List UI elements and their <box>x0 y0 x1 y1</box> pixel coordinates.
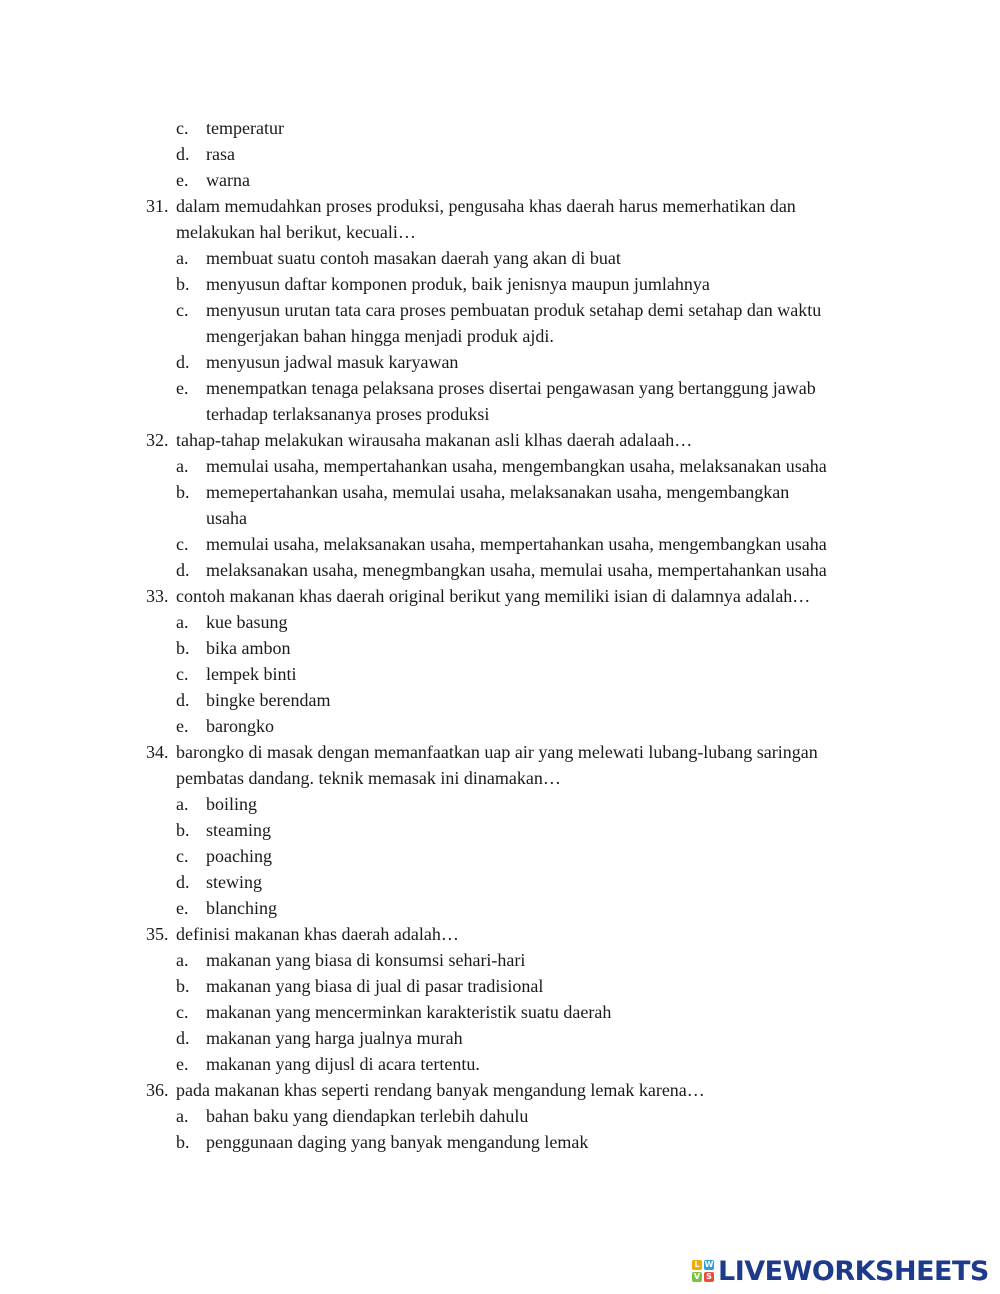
option-text: melaksanakan usaha, menegmbangkan usaha, memulai usaha, mempertahankan usaha <box>206 560 827 580</box>
option-letter: a. <box>176 612 189 632</box>
logo-square: W <box>704 1260 714 1269</box>
answer-option <box>0 375 1000 401</box>
option-letter: e. <box>176 170 189 190</box>
option-text: bingke berendam <box>206 690 331 710</box>
logo-square: V <box>693 1272 701 1281</box>
option-letter: b. <box>176 976 190 996</box>
option-letter: b. <box>176 482 190 502</box>
question-text: melakukan hal berikut, kecuali… <box>176 222 416 242</box>
option-text: makanan yang harga jualnya murah <box>206 1028 463 1048</box>
answer-option <box>0 1129 1000 1155</box>
option-text: lempek binti <box>206 664 297 684</box>
answer-option <box>0 557 1000 583</box>
option-text: penggunaan daging yang banyak mengandung lemak <box>206 1132 589 1152</box>
answer-option <box>0 973 1000 999</box>
answer-option <box>0 453 1000 479</box>
answer-option <box>0 661 1000 687</box>
option-text: makanan yang dijusl di acara tertentu. <box>206 1054 480 1074</box>
liveworksheets-logo <box>692 1254 992 1288</box>
option-text: kue basung <box>206 612 288 632</box>
option-letter: c. <box>176 1002 189 1022</box>
option-text: bika ambon <box>206 638 291 658</box>
option-letter: c. <box>176 534 189 554</box>
option-letter: d. <box>176 144 190 164</box>
option-letter: c. <box>176 846 189 866</box>
question-number: 36. <box>146 1080 169 1100</box>
answer-option <box>0 1103 1000 1129</box>
option-text: poaching <box>206 846 272 866</box>
option-letter: e. <box>176 898 189 918</box>
answer-option-continuation <box>0 505 1000 531</box>
question <box>0 583 1000 609</box>
answer-option <box>0 531 1000 557</box>
question <box>0 921 1000 947</box>
answer-option <box>0 167 1000 193</box>
question-text: barongko di masak dengan memanfaatkan uap air yang melewati lubang-lubang saringan <box>176 742 818 762</box>
answer-option <box>0 947 1000 973</box>
option-letter: e. <box>176 378 189 398</box>
option-text: menyusun jadwal masuk karyawan <box>206 352 459 372</box>
answer-option <box>0 895 1000 921</box>
option-letter: b. <box>176 274 190 294</box>
answer-option-continuation <box>0 323 1000 349</box>
option-text: rasa <box>206 144 235 164</box>
answer-option <box>0 635 1000 661</box>
logo-square: S <box>704 1272 714 1282</box>
option-text: temperatur <box>206 118 284 138</box>
answer-option <box>0 115 1000 141</box>
option-text: blanching <box>206 898 277 918</box>
option-text: membuat suatu contoh masakan daerah yang akan di buat <box>206 248 621 268</box>
answer-option <box>0 349 1000 375</box>
question-number: 32. <box>146 430 169 450</box>
option-text: warna <box>206 170 250 190</box>
option-text: boiling <box>206 794 258 814</box>
option-text: usaha <box>206 508 247 528</box>
question-number: 34. <box>146 742 169 762</box>
answer-option <box>0 817 1000 843</box>
answer-option <box>0 609 1000 635</box>
option-letter: b. <box>176 1132 190 1152</box>
option-letter: a. <box>176 950 189 970</box>
answer-option <box>0 479 1000 505</box>
option-letter: d. <box>176 560 190 580</box>
answer-option <box>0 141 1000 167</box>
question-text: pembatas dandang. teknik memasak ini dinamakan… <box>176 768 561 788</box>
option-text: memulai usaha, melaksanakan usaha, mempertahankan usaha, mengembangkan usaha <box>206 534 827 554</box>
question-text: definisi makanan khas daerah adalah… <box>176 924 459 944</box>
answer-option <box>0 999 1000 1025</box>
answer-option <box>0 297 1000 323</box>
option-letter: d. <box>176 352 190 372</box>
option-letter: a. <box>176 248 189 268</box>
option-letter: d. <box>176 690 190 710</box>
question-number: 35. <box>146 924 169 944</box>
option-text: barongko <box>206 716 274 736</box>
question-text: pada makanan khas seperti rendang banyak mengandung lemak karena… <box>176 1080 705 1100</box>
option-letter: a. <box>176 1106 189 1126</box>
option-letter: c. <box>176 118 189 138</box>
question-text: dalam memudahkan proses produksi, pengusaha khas daerah harus memerhatikan dan <box>176 196 796 216</box>
logo-icon <box>692 1260 714 1282</box>
answer-option <box>0 245 1000 271</box>
option-text: stewing <box>206 872 262 892</box>
option-text: menyusun daftar komponen produk, baik jenisnya maupun jumlahnya <box>206 274 710 294</box>
option-letter: d. <box>176 1028 190 1048</box>
question-continuation <box>0 765 1000 791</box>
question-text: contoh makanan khas daerah original berikut yang memiliki isian di dalamnya adalah… <box>176 586 811 606</box>
option-letter: b. <box>176 820 190 840</box>
option-text: makanan yang biasa di jual di pasar tradisional <box>206 976 544 996</box>
option-text: terhadap terlaksananya proses produksi <box>206 404 490 424</box>
option-text: bahan baku yang diendapkan terlebih dahulu <box>206 1106 529 1126</box>
option-letter: c. <box>176 300 189 320</box>
option-text: menempatkan tenaga pelaksana proses disertai pengawasan yang bertanggung jawab <box>206 378 816 398</box>
answer-option-continuation <box>0 401 1000 427</box>
option-letter: a. <box>176 456 189 476</box>
answer-option <box>0 1025 1000 1051</box>
option-text: memulai usaha, mempertahankan usaha, mengembangkan usaha, melaksanakan usaha <box>206 456 827 476</box>
option-text: steaming <box>206 820 271 840</box>
question <box>0 427 1000 453</box>
option-letter: a. <box>176 794 189 814</box>
option-letter: d. <box>176 872 190 892</box>
answer-option <box>0 713 1000 739</box>
worksheet-page <box>0 115 1000 1155</box>
answer-option <box>0 791 1000 817</box>
option-text: memepertahankan usaha, memulai usaha, melaksanakan usaha, mengembangkan <box>206 482 790 502</box>
option-text: makanan yang mencerminkan karakteristik suatu daerah <box>206 1002 612 1022</box>
answer-option <box>0 869 1000 895</box>
option-text: mengerjakan bahan hingga menjadi produk ajdi. <box>206 326 554 346</box>
question-continuation <box>0 219 1000 245</box>
brand-name: LIVEWORKSHEETS <box>718 1255 989 1287</box>
option-letter: c. <box>176 664 189 684</box>
option-letter: b. <box>176 638 190 658</box>
option-text: makanan yang biasa di konsumsi sehari-hari <box>206 950 526 970</box>
question <box>0 739 1000 765</box>
question <box>0 1077 1000 1103</box>
question-number: 33. <box>146 586 169 606</box>
question-number: 31. <box>146 196 169 216</box>
question-text: tahap-tahap melakukan wirausaha makanan asli klhas daerah adalaah… <box>176 430 693 450</box>
answer-option <box>0 843 1000 869</box>
logo-square: L <box>692 1260 702 1270</box>
answer-option <box>0 687 1000 713</box>
option-letter: e. <box>176 1054 189 1074</box>
answer-option <box>0 271 1000 297</box>
option-text: menyusun urutan tata cara proses pembuatan produk setahap demi setahap dan waktu <box>206 300 822 320</box>
option-letter: e. <box>176 716 189 736</box>
question <box>0 193 1000 219</box>
answer-option <box>0 1051 1000 1077</box>
